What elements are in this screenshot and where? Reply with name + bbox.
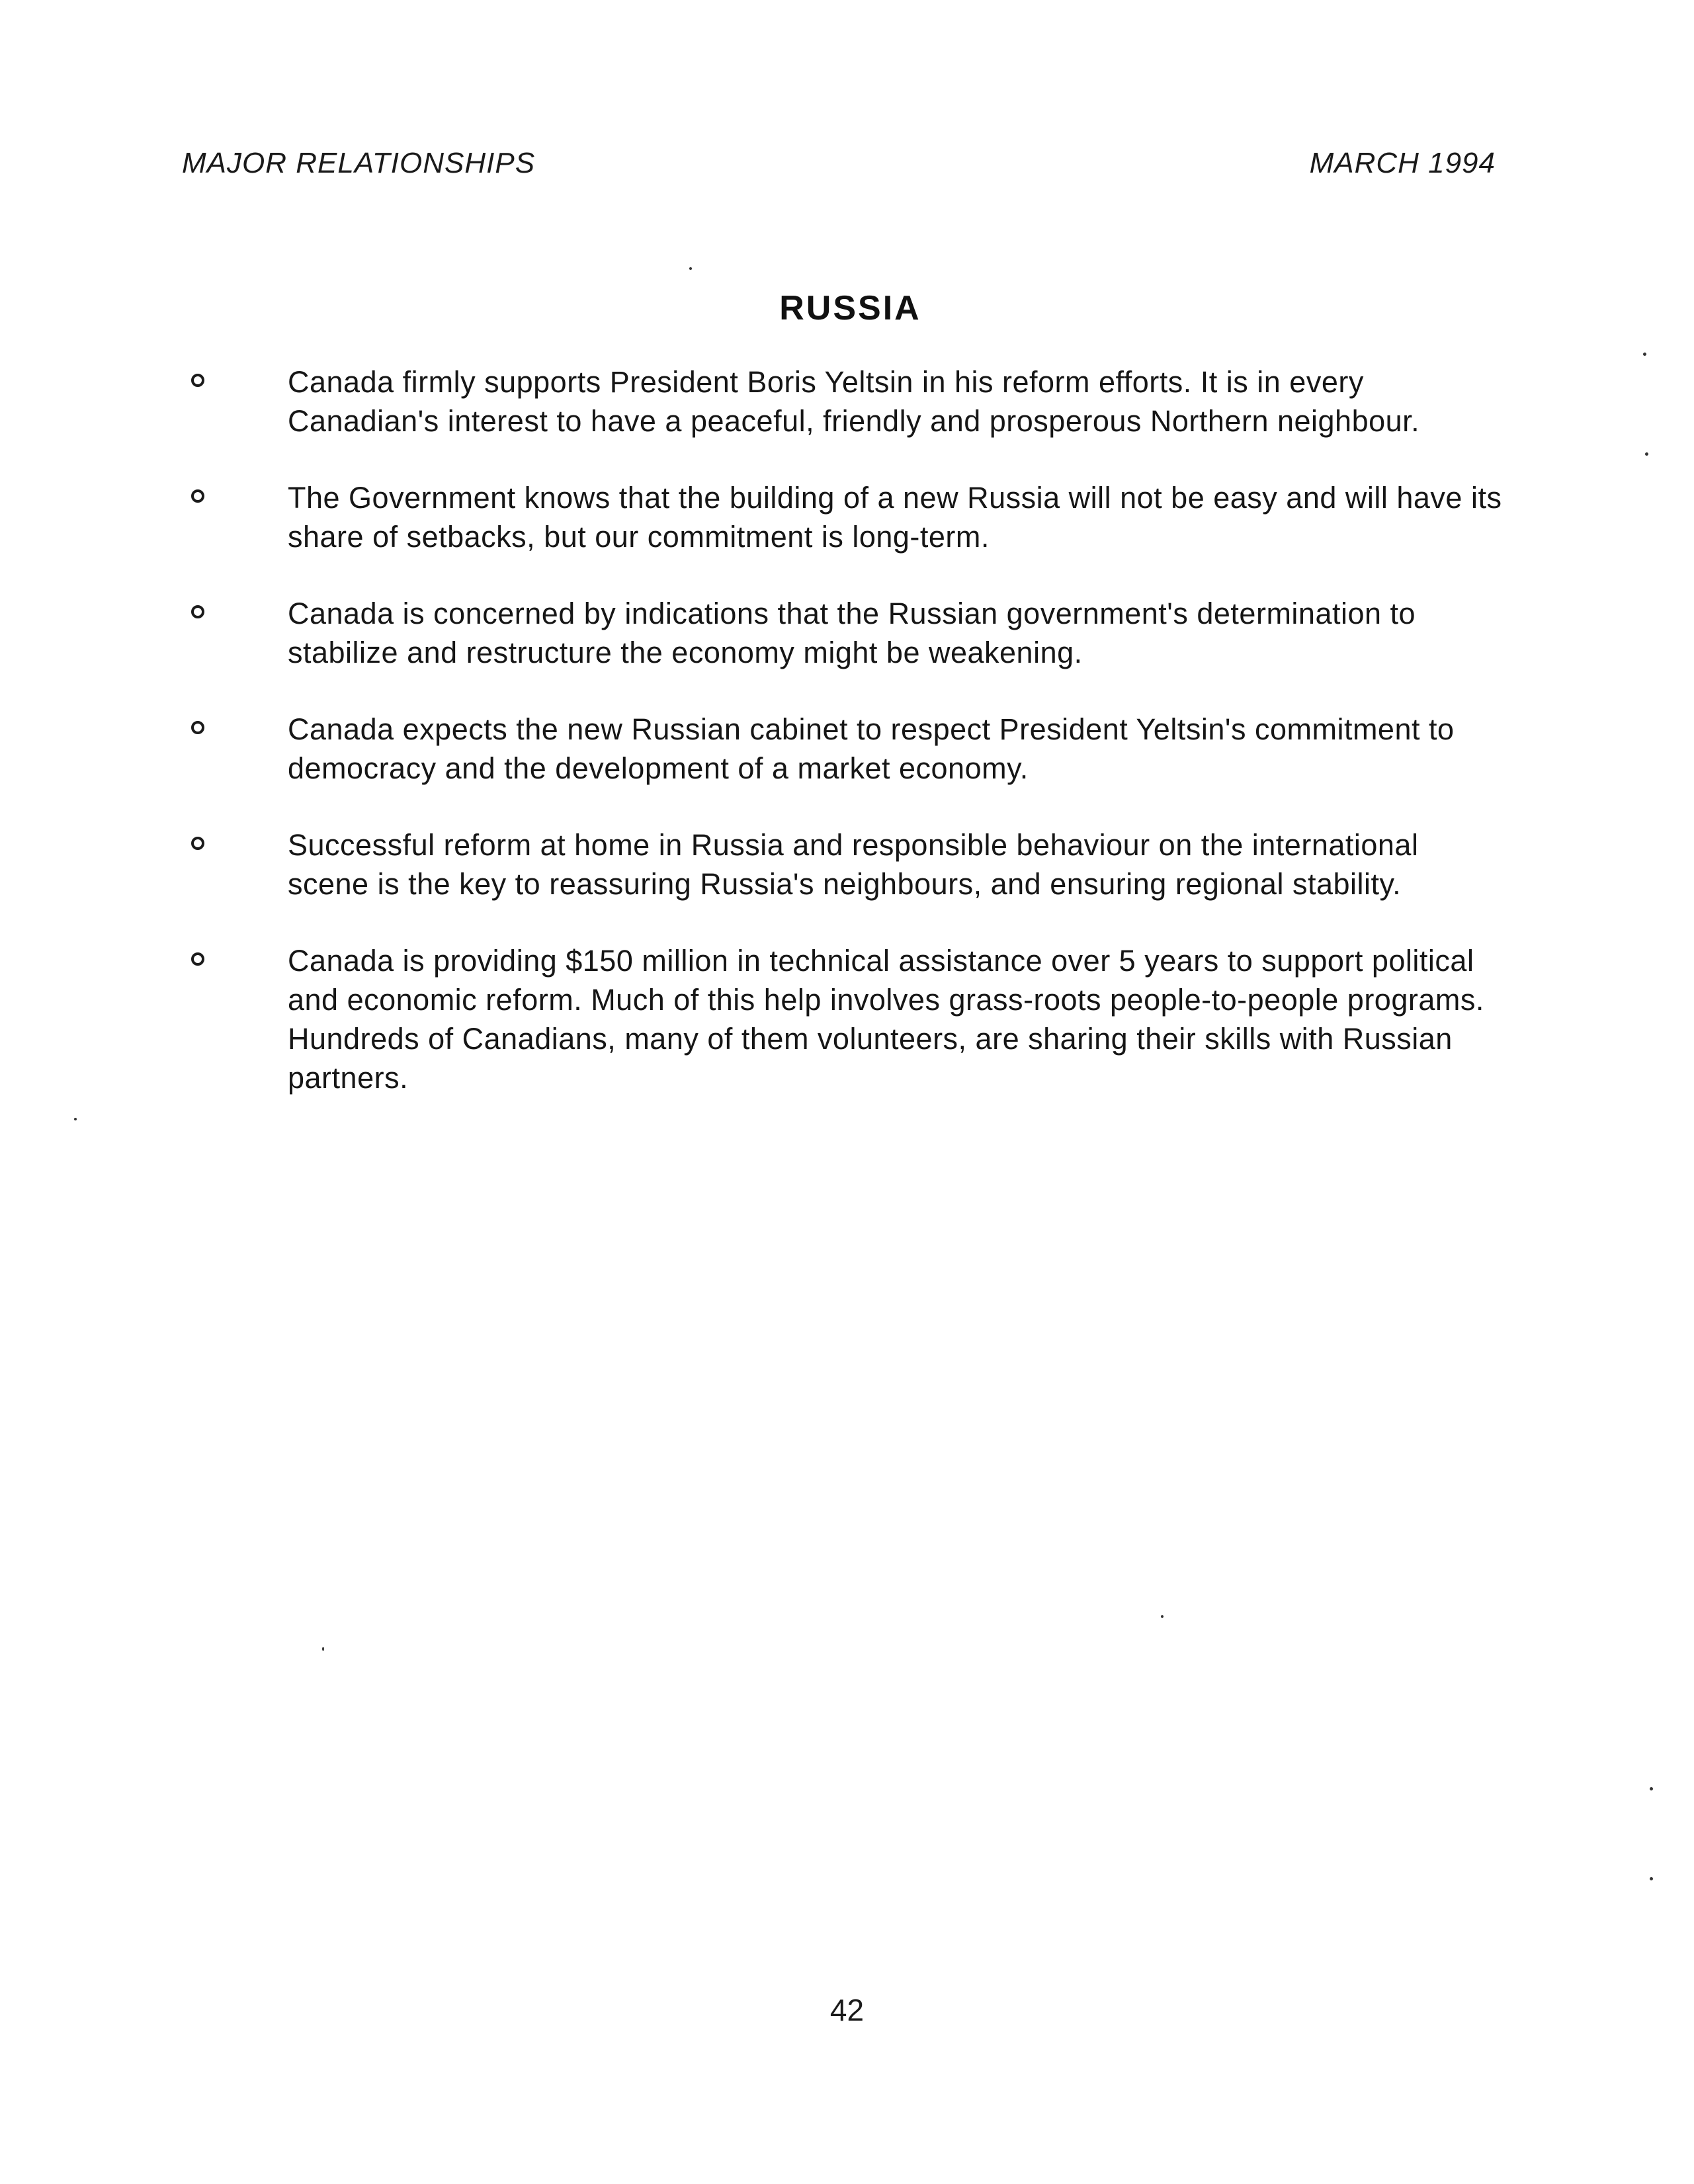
page-title <box>0 288 1694 328</box>
scan-speck <box>74 1118 77 1120</box>
scan-speck <box>1161 1615 1164 1618</box>
hollow-circle-bullet-icon <box>191 374 204 387</box>
bullet-text: Canada is concerned by indications that the Russian government's determination to stabilize and restructure the economy might be weakening. <box>288 597 1416 669</box>
bullet-item <box>182 710 1505 788</box>
scan-speck <box>1645 452 1648 456</box>
running-header-date: MARCH 1994 <box>1309 147 1496 179</box>
scan-speck <box>1650 1877 1653 1880</box>
hollow-circle-bullet-icon <box>191 837 204 850</box>
scan-speck <box>322 1647 324 1651</box>
scan-speck <box>1643 353 1646 356</box>
bullet-item <box>182 478 1505 556</box>
bullet-text: Canada firmly supports President Boris Yeltsin in his reform efforts. It is in every Canadian's interest to have a peaceful, friendly and prosperous Northern neighbour. <box>288 365 1420 438</box>
scan-speck <box>1650 1787 1653 1790</box>
bullet-item <box>182 362 1505 441</box>
bullet-text: Canada expects the new Russian cabinet to respect President Yeltsin's commitment to democracy and the development of a market economy. <box>288 712 1455 785</box>
bullet-item <box>182 825 1505 903</box>
scan-speck <box>689 267 692 270</box>
page-title-text: RUSSIA <box>779 289 921 327</box>
bullet-item <box>182 594 1505 672</box>
bullet-item <box>182 941 1505 1097</box>
hollow-circle-bullet-icon <box>191 489 204 503</box>
hollow-circle-bullet-icon <box>191 605 204 618</box>
hollow-circle-bullet-icon <box>191 721 204 734</box>
bullet-text: Canada is providing $150 million in technical assistance over 5 years to support political and economic reform. Much of this help involves grass-roots people-to-people programs. Hundreds of Canadians, many of them volunteers, are sharing their skills with Russian partners. <box>288 944 1484 1095</box>
bullet-text: Successful reform at home in Russia and responsible behaviour on the international scene is the key to reassuring Russia's neighbours, and ensuring regional stability. <box>288 828 1419 901</box>
bullet-list <box>182 362 1505 1135</box>
page-number: 42 <box>829 1993 865 2027</box>
hollow-circle-bullet-icon <box>191 952 204 966</box>
bullet-text: The Government knows that the building of a new Russia will not be easy and will have its share of setbacks, but our commitment is long-term. <box>288 481 1502 554</box>
running-header-section: MAJOR RELATIONSHIPS <box>182 147 536 179</box>
